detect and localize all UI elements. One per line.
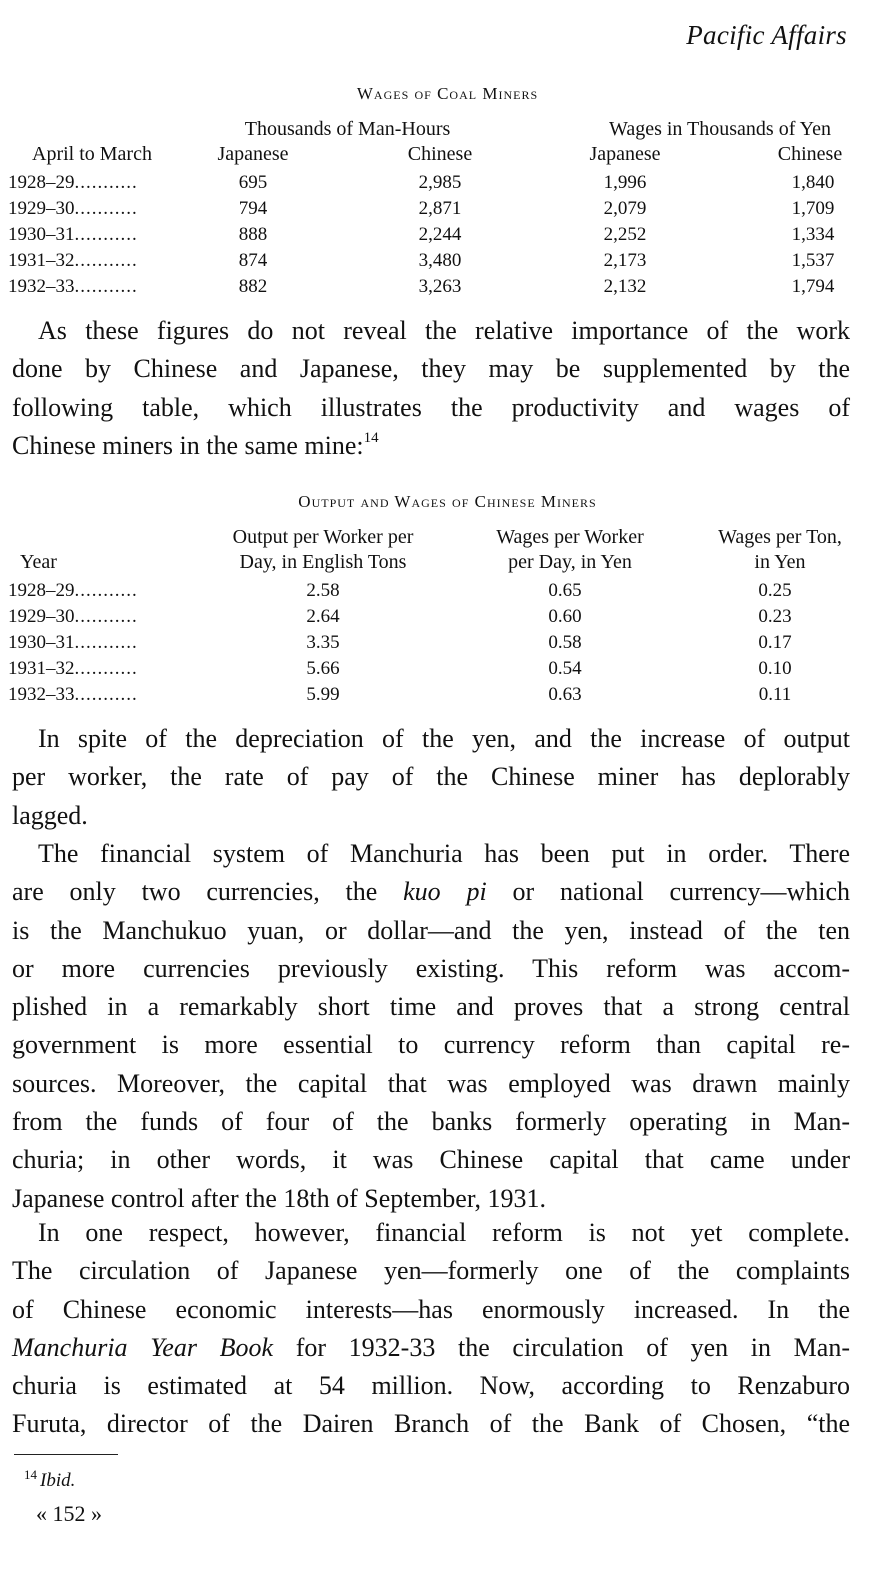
table-cell: 2,244 (418, 224, 462, 245)
column-header-wages-ton: Wages per Ton, (718, 526, 842, 548)
paragraph-line: churia is estimated at 54 million. Now, according to Renzaburo (12, 1371, 850, 1401)
row-label: 1930–31 (8, 632, 75, 653)
column-header-wages-ton: in Yen (754, 551, 806, 573)
table-cell: 1,996 (603, 172, 647, 193)
column-header-wages-day: per Day, in Yen (508, 551, 632, 573)
row-label: 1930–31 (8, 224, 75, 245)
table-cell: 1,537 (791, 250, 835, 271)
paragraph-line: In one respect, however, financial reform is not yet complete. (38, 1218, 850, 1247)
table-cell: 0.25 (758, 580, 792, 601)
paragraph-text: are only two currencies, the (12, 877, 404, 907)
table-cell: 888 (238, 224, 268, 245)
row-label: 1932–33 (8, 684, 75, 705)
paragraph-line: Chinese miners in the same mine: (12, 430, 364, 460)
group-header-man-hours: Thousands of Man-Hours (244, 118, 451, 140)
table-cell: 2,079 (603, 198, 647, 219)
column-header-japanese-hours: Japanese (217, 143, 289, 165)
running-head: Pacific Affairs (686, 20, 847, 50)
column-header-wages-day: Wages per Worker (496, 526, 644, 548)
paragraph (12, 312, 850, 465)
table-cell: 2,985 (418, 172, 462, 193)
leader-dots: ........... (74, 606, 138, 627)
paragraph-line: The financial system of Manchuria has been put in order. There (38, 839, 850, 868)
table-cell: 0.54 (548, 658, 582, 679)
table-cell: 1,334 (791, 224, 835, 245)
table-cell: 2.64 (306, 606, 340, 627)
paragraph-line: is the Manchukuo yuan, or dollar—and the yen, instead of the ten (12, 915, 850, 945)
table-cell: 5.99 (306, 684, 340, 705)
footnote-number: 14 (24, 1467, 37, 1482)
paragraph-line: plished in a remarkably short time and proves that a strong central (12, 992, 850, 1022)
leader-dots: ........... (74, 632, 138, 653)
table-cell: 0.10 (758, 658, 792, 679)
paragraph-line: Japanese control after the 18th of September, 1931. (12, 1183, 546, 1213)
leader-dots: ........... (74, 198, 138, 219)
footnote-text: Ibid. (40, 1470, 76, 1491)
paragraph-line: government is more essential to currency reform than capital re- (12, 1030, 850, 1060)
table-cell: 882 (238, 276, 268, 297)
page-number: « 152 » (36, 1501, 102, 1526)
leader-dots: ........... (74, 658, 138, 679)
table-cell: 0.11 (758, 684, 792, 705)
table-cell: 2,132 (603, 276, 647, 297)
italic-term: kuo pi (403, 877, 487, 907)
table-cell: 3.35 (306, 632, 340, 653)
table-cell: 874 (238, 250, 268, 271)
table-cell: 2,871 (418, 198, 462, 219)
paragraph-line: In spite of the depreciation of the yen, and the increase of output (38, 724, 850, 753)
table-cell: 0.63 (548, 684, 582, 705)
table-cell: 1,840 (791, 172, 835, 193)
paragraph-line: churia; in other words, it was Chinese capital that came under (12, 1145, 850, 1175)
paragraph (12, 1214, 850, 1444)
paragraph-line: Furuta, director of the Dairen Branch of the Bank of Chosen, “the (12, 1409, 850, 1439)
table-cell: 2,252 (603, 224, 647, 245)
paragraph-line: or more currencies previously existing. This reform was accom- (12, 953, 850, 983)
column-header-output: Day, in English Tons (239, 551, 407, 573)
paragraph-line: done by Chinese and Japanese, they may be supplemented by the (12, 354, 850, 384)
table-caption: Wages of Coal Miners (356, 84, 539, 103)
table-caption: Output and Wages of Chinese Miners (298, 492, 597, 511)
table-cell: 0.60 (548, 606, 582, 627)
row-label: 1931–32 (8, 658, 75, 679)
table-cell: 695 (238, 172, 268, 193)
paragraph-text: or national currency—which (486, 877, 851, 907)
paragraph-line: of Chinese economic interests—has enormously increased. In the (12, 1294, 850, 1324)
table-cell: 0.23 (758, 606, 792, 627)
row-label: 1928–29 (8, 172, 75, 193)
column-header-period: April to March (32, 143, 152, 165)
row-label: 1931–32 (8, 250, 75, 271)
paragraph-line: from the funds of four of the banks formerly operating in Man- (12, 1107, 850, 1137)
row-label: 1929–30 (8, 198, 75, 219)
paragraph-text: for 1932-33 the circulation of yen in Man- (273, 1332, 850, 1362)
table-cell: 0.17 (758, 632, 792, 653)
column-header-japanese-wages: Japanese (589, 143, 661, 165)
paragraph-line: The circulation of Japanese yen—formerly one of the complaints (12, 1256, 850, 1286)
group-header-wages: Wages in Thousands of Yen (609, 118, 831, 140)
paragraph-line: per worker, the rate of pay of the Chinese miner has deplorably (12, 762, 850, 792)
italic-title: Manchuria Year Book (12, 1332, 274, 1362)
row-label: 1932–33 (8, 276, 75, 297)
table-cell: 0.65 (548, 580, 582, 601)
table-cell: 5.66 (306, 658, 340, 679)
table-cell: 1,709 (791, 198, 835, 219)
column-header-chinese-wages: Chinese (777, 143, 843, 165)
table-cell: 1,794 (791, 276, 835, 297)
leader-dots: ........... (74, 224, 138, 245)
column-header-year: Year (20, 551, 57, 573)
footnote (24, 1462, 75, 1494)
table-cell: 2,173 (603, 250, 647, 271)
paragraph-line: sources. Moreover, the capital that was employed was drawn mainly (12, 1068, 850, 1098)
leader-dots: ........... (74, 250, 138, 271)
table-cell: 2.58 (306, 580, 340, 601)
paragraph (12, 835, 850, 1218)
column-header-output: Output per Worker per (232, 526, 414, 548)
row-label: 1928–29 (8, 580, 75, 601)
leader-dots: ........... (74, 276, 138, 297)
leader-dots: ........... (74, 580, 138, 601)
footnote-divider (14, 1454, 118, 1455)
paragraph-line: As these figures do not reveal the relative importance of the work (38, 316, 850, 345)
paragraph (12, 720, 850, 835)
footnote-reference: 14 (363, 429, 379, 446)
row-label: 1929–30 (8, 606, 75, 627)
paragraph-line: following table, which illustrates the productivity and wages of (12, 392, 850, 422)
table-cell: 794 (238, 198, 268, 219)
table-cell: 3,480 (418, 250, 462, 271)
paragraph-line: lagged. (12, 800, 88, 830)
table-cell: 3,263 (418, 276, 462, 297)
table-cell: 0.58 (548, 632, 582, 653)
leader-dots: ........... (74, 684, 138, 705)
leader-dots: ........... (74, 172, 138, 193)
column-header-chinese-hours: Chinese (407, 143, 473, 165)
